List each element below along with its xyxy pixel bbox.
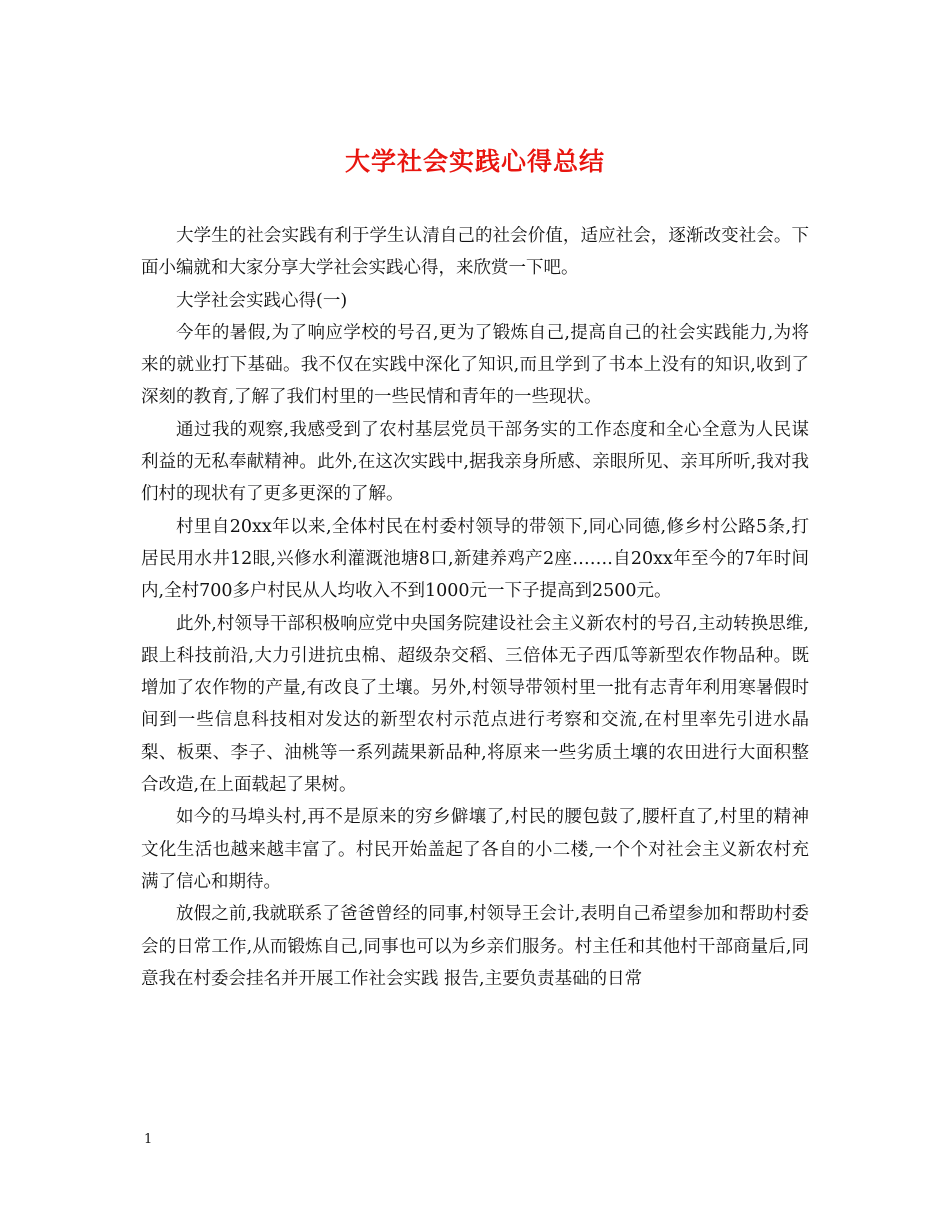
section-heading: 大学社会实践心得(一)	[176, 290, 348, 311]
page-number: 1	[144, 1132, 153, 1147]
paragraph: 此外,村领导干部积极响应党中央国务院建设社会主义新农村的号召,主动转换思维,跟上科技前沿,大力引进抗虫棉、超级杂交稻、三倍体无子西瓜等新型农作物品种。既增加了农作物的产量,有改良了土壤。另外,村领导带领村里一批有志青年利用寒暑假时间到一些信息科技相对发达的新型农村示范点进行考察和交流,在村里率先引进水晶梨、板栗、李子、油桃等一系列蔬果新品种,将原来一些劣质土壤的农田进行大面积整合改造,在上面载起了果树。	[141, 613, 809, 796]
paragraph: 村里自20xx年以来,全体村民在村委村领导的带领下,同心同德,修乡村公路5条,打居民用水井12眼,兴修水利灌溉池塘8口,新建养鸡产2座…….自20xx年至今的7年时间内,全村700多户村民从人均收入不到1000元一下子提高到2500元。	[141, 516, 809, 602]
paragraph: 如今的马埠头村,再不是原来的穷乡僻壤了,村民的腰包鼓了,腰杆直了,村里的精神文化生活也越来越丰富了。村民开始盖起了各自的小二楼,一个个对社会主义新农村充满了信心和期待。	[141, 807, 809, 892]
paragraph-intro: 大学生的社会实践有利于学生认清自己的社会价值，适应社会，逐渐改变社会。下面小编就和大家分享大学社会实践心得，来欣赏一下吧。	[141, 226, 809, 279]
paragraph: 放假之前,我就联系了爸爸曾经的同事,村领导王会计,表明自己希望参加和帮助村委会的日常工作,从而锻炼自己,同事也可以为乡亲们服务。村主任和其他村干部商量后,同意我在村委会挂名并开展工作社会实践 报告,主要负责基础的日常	[141, 904, 809, 989]
document-body	[141, 220, 809, 995]
paragraph: 今年的暑假,为了响应学校的号召,更为了锻炼自己,提高自己的社会实践能力,为将来的就业打下基础。我不仅在实践中深化了知识,而且学到了书本上没有的知识,收到了深刻的教育,了解了我们村里的一些民情和青年的一些现状。	[141, 322, 809, 408]
document-title: 大学社会实践心得总结	[344, 147, 605, 176]
paragraph: 通过我的观察,我感受到了农村基层党员干部务实的工作态度和全心全意为人民谋利益的无私奉献精神。此外,在这次实践中,据我亲身所感、亲眼所见、亲耳所听,我对我们村的现状有了更多更深的了解。	[141, 419, 809, 505]
